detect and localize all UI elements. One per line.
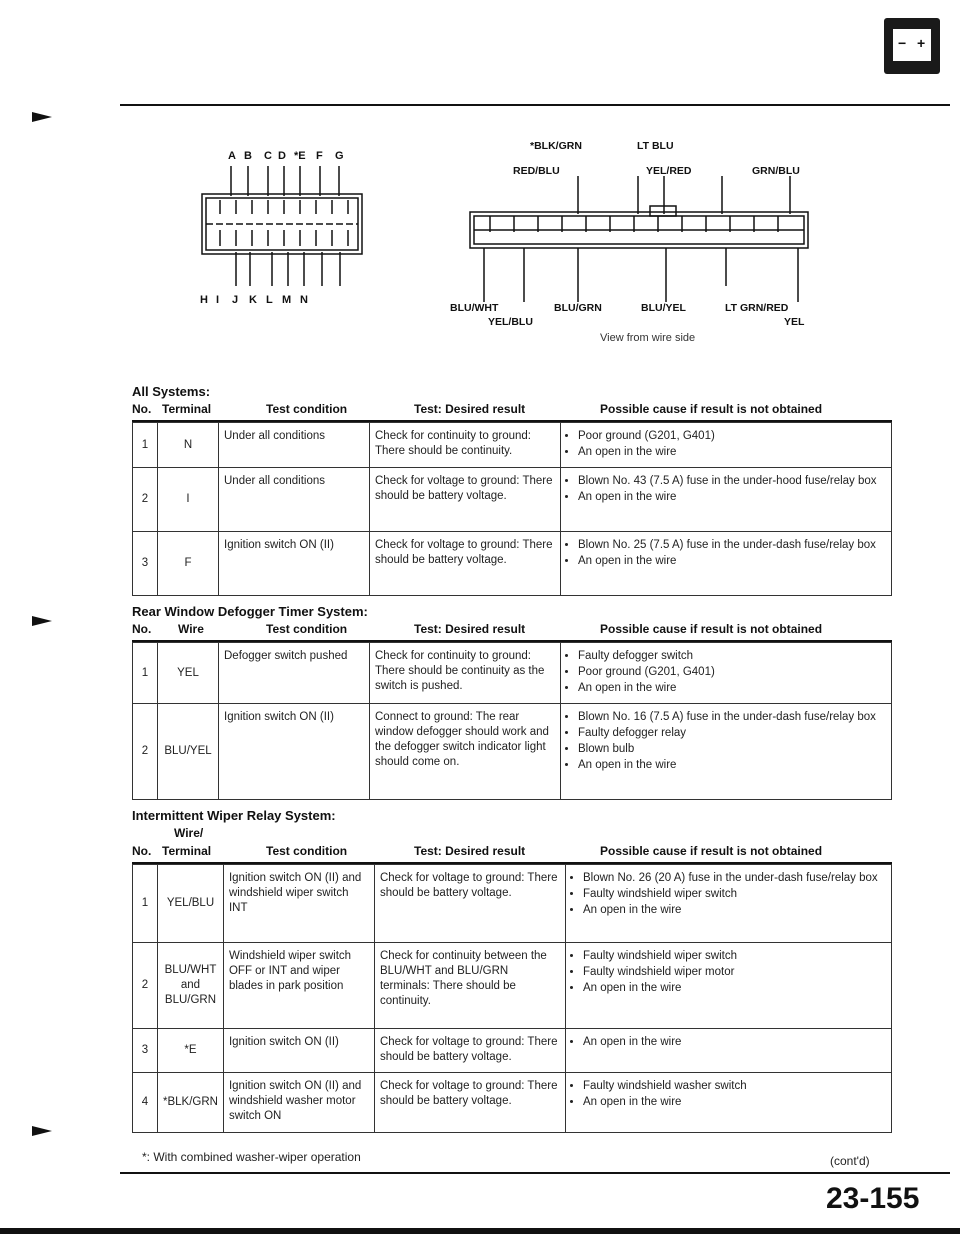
cause-item: • Faulty windshield wiper switch (583, 887, 886, 902)
wire-label: BLU/YEL (641, 302, 686, 314)
pin-label: G (335, 150, 344, 162)
cell-result: Check for continuity between the BLU/WHT and BLU/GRN terminals: There should be continuity. (374, 943, 565, 1029)
pin-label: C (264, 150, 272, 162)
cell-cause (561, 532, 892, 596)
battery-icon: − + (884, 18, 940, 74)
margin-pointer (32, 112, 52, 122)
footer-rule (120, 1172, 950, 1174)
cell-terminal: BLU/YEL (158, 704, 219, 800)
cell-no: 1 (133, 865, 158, 943)
col-header-terminal: Wire (178, 622, 204, 636)
cause-item: • An open in the wire (578, 681, 886, 696)
view-caption: View from wire side (600, 332, 696, 344)
all-systems-table (132, 422, 892, 596)
footer-thick-rule (0, 1228, 960, 1234)
wire-label: BLU/GRN (554, 302, 602, 314)
cell-condition: Windshield wiper switch OFF or INT and wiper blades in park position (223, 943, 374, 1029)
section-title: Rear Window Defogger Timer System: (132, 604, 368, 619)
cell-no: 1 (133, 423, 158, 468)
pin-label: K (249, 294, 257, 306)
cell-terminal: BLU/WHT and BLU/GRN (158, 943, 224, 1029)
cell-result: Check for continuity to ground: There should be continuity. (370, 423, 561, 468)
col-header-cause: Possible cause if result is not obtained (600, 622, 823, 636)
pin-label: H (200, 294, 208, 306)
cause-item: • An open in the wire (578, 490, 886, 505)
continued-label: (cont'd) (830, 1154, 870, 1168)
cell-terminal: YEL (158, 643, 219, 704)
col-header-result: Test: Desired result (414, 622, 526, 636)
cell-terminal: N (158, 423, 219, 468)
connector-left (190, 150, 380, 310)
table-row (133, 1073, 892, 1133)
pin-label: B (244, 150, 252, 162)
section-title: All Systems: (132, 384, 211, 399)
col-header-condition: Test condition (266, 622, 348, 636)
col-header-no: No. (132, 622, 152, 636)
cell-result: Check for voltage to ground: There should be battery voltage. (374, 1029, 565, 1073)
cause-item: • Blown No. 43 (7.5 A) fuse in the under-hood fuse/relay box (578, 474, 886, 489)
cell-terminal: *E (158, 1029, 224, 1073)
cause-item: • Faulty windshield wiper switch (583, 949, 886, 964)
connector-right-drawing (450, 176, 820, 304)
col-header-condition: Test condition (266, 402, 348, 416)
cell-cause (561, 704, 892, 800)
cell-result: Check for voltage to ground: There should be battery voltage. (374, 1073, 565, 1133)
cell-condition: Defogger switch pushed (219, 643, 370, 704)
page-number: 23-155 (826, 1182, 920, 1215)
table-row (133, 468, 892, 532)
cell-condition: Under all conditions (219, 468, 370, 532)
wire-label: LT BLU (637, 140, 674, 152)
cause-item: • Faulty defogger relay (578, 726, 886, 741)
wire-label: LT GRN/RED (725, 302, 789, 314)
wire-label: RED/BLU (513, 165, 560, 177)
cell-cause (561, 468, 892, 532)
cell-result: Check for continuity to ground: There should be continuity as the switch is pushed. (370, 643, 561, 704)
cause-item: • Faulty windshield washer switch (583, 1079, 886, 1094)
connector-right (450, 140, 820, 350)
cell-terminal: I (158, 468, 219, 532)
cell-cause (561, 423, 892, 468)
cause-item: • Blown No. 26 (20 A) fuse in the under-dash fuse/relay box (583, 871, 886, 886)
cell-condition: Ignition switch ON (II) (219, 704, 370, 800)
col-header-condition: Test condition (266, 844, 348, 858)
margin-pointer (32, 616, 52, 626)
cell-condition: Ignition switch ON (II) (223, 1029, 374, 1073)
cause-item: • Poor ground (G201, G401) (578, 429, 886, 444)
table-row (133, 943, 892, 1029)
cause-item: • An open in the wire (583, 1035, 886, 1050)
table-row (133, 423, 892, 468)
cause-item: • An open in the wire (583, 981, 886, 996)
cell-condition: Ignition switch ON (II) (219, 532, 370, 596)
col-header-terminal: Terminal (162, 402, 212, 416)
cause-item: • Faulty windshield wiper motor (583, 965, 886, 980)
wire-label: YEL/RED (646, 165, 692, 177)
table-row (133, 704, 892, 800)
col-header-result: Test: Desired result (414, 844, 526, 858)
cause-item: • Blown bulb (578, 742, 886, 757)
col-header-cause: Possible cause if result is not obtained (600, 844, 823, 858)
pin-label: J (232, 294, 239, 306)
cause-item: • Poor ground (G201, G401) (578, 665, 886, 680)
cell-condition: Ignition switch ON (II) and windshield wiper switch INT (223, 865, 374, 943)
col-header-terminal: Terminal (162, 844, 212, 858)
cause-item: • An open in the wire (583, 1095, 886, 1110)
pin-label: N (300, 294, 308, 306)
pin-label: A (228, 150, 236, 162)
pin-label: D (278, 150, 286, 162)
wiper-table (132, 864, 892, 1133)
cause-item: • An open in the wire (578, 445, 886, 460)
cell-result: Check for voltage to ground: There should be battery voltage. (370, 468, 561, 532)
col-header-no: No. (132, 402, 152, 416)
col-header-cause: Possible cause if result is not obtained (600, 402, 823, 416)
cell-condition: Under all conditions (219, 423, 370, 468)
cell-result: Connect to ground: The rear window defogger should work and the defogger switch indicator light should come on. (370, 704, 561, 800)
pin-label: I (216, 294, 220, 306)
cell-cause (565, 865, 891, 943)
cause-item: • Blown No. 25 (7.5 A) fuse in the under-dash fuse/relay box (578, 538, 886, 553)
pin-label: F (316, 150, 323, 162)
table-row (133, 643, 892, 704)
wire-label: GRN/BLU (752, 165, 800, 177)
wire-label: *BLK/GRN (530, 140, 582, 152)
wire-label: YEL (784, 316, 805, 328)
cell-result: Check for voltage to ground: There should be battery voltage. (370, 532, 561, 596)
cell-result: Check for voltage to ground: There should be battery voltage. (374, 865, 565, 943)
table-row (133, 865, 892, 943)
cause-item: • Faulty defogger switch (578, 649, 886, 664)
table-row (133, 1029, 892, 1073)
cell-terminal: *BLK/GRN (158, 1073, 224, 1133)
table-row (133, 532, 892, 596)
col-header-terminal-top: Wire/ (174, 826, 204, 840)
pin-label: M (282, 294, 292, 306)
pin-label: *E (294, 150, 306, 162)
cause-item: • Blown No. 16 (7.5 A) fuse in the under-dash fuse/relay box (578, 710, 886, 725)
cell-terminal: YEL/BLU (158, 865, 224, 943)
cell-no: 3 (133, 1029, 158, 1073)
cell-no: 2 (133, 704, 158, 800)
cell-cause (565, 943, 891, 1029)
connector-left-drawing (190, 166, 370, 290)
wire-label: BLU/WHT (450, 302, 499, 314)
cell-cause (561, 643, 892, 704)
cell-no: 2 (133, 943, 158, 1029)
wire-label: YEL/BLU (488, 316, 533, 328)
cause-item: • An open in the wire (583, 903, 886, 918)
cause-item: • An open in the wire (578, 554, 886, 569)
cell-cause (565, 1073, 891, 1133)
section-title: Intermittent Wiper Relay System: (132, 808, 336, 823)
cell-condition: Ignition switch ON (II) and windshield washer motor switch ON (223, 1073, 374, 1133)
cell-no: 3 (133, 532, 158, 596)
cause-item: • An open in the wire (578, 758, 886, 773)
pin-label: L (266, 294, 273, 306)
header-rule (120, 104, 950, 106)
cell-no: 1 (133, 643, 158, 704)
defogger-table (132, 642, 892, 800)
cell-no: 2 (133, 468, 158, 532)
col-header-no: No. (132, 844, 152, 858)
footnote: *: With combined washer-wiper operation (142, 1150, 361, 1164)
cell-no: 4 (133, 1073, 158, 1133)
cell-cause (565, 1029, 891, 1073)
cell-terminal: F (158, 532, 219, 596)
margin-pointer (32, 1126, 52, 1136)
col-header-result: Test: Desired result (414, 402, 526, 416)
